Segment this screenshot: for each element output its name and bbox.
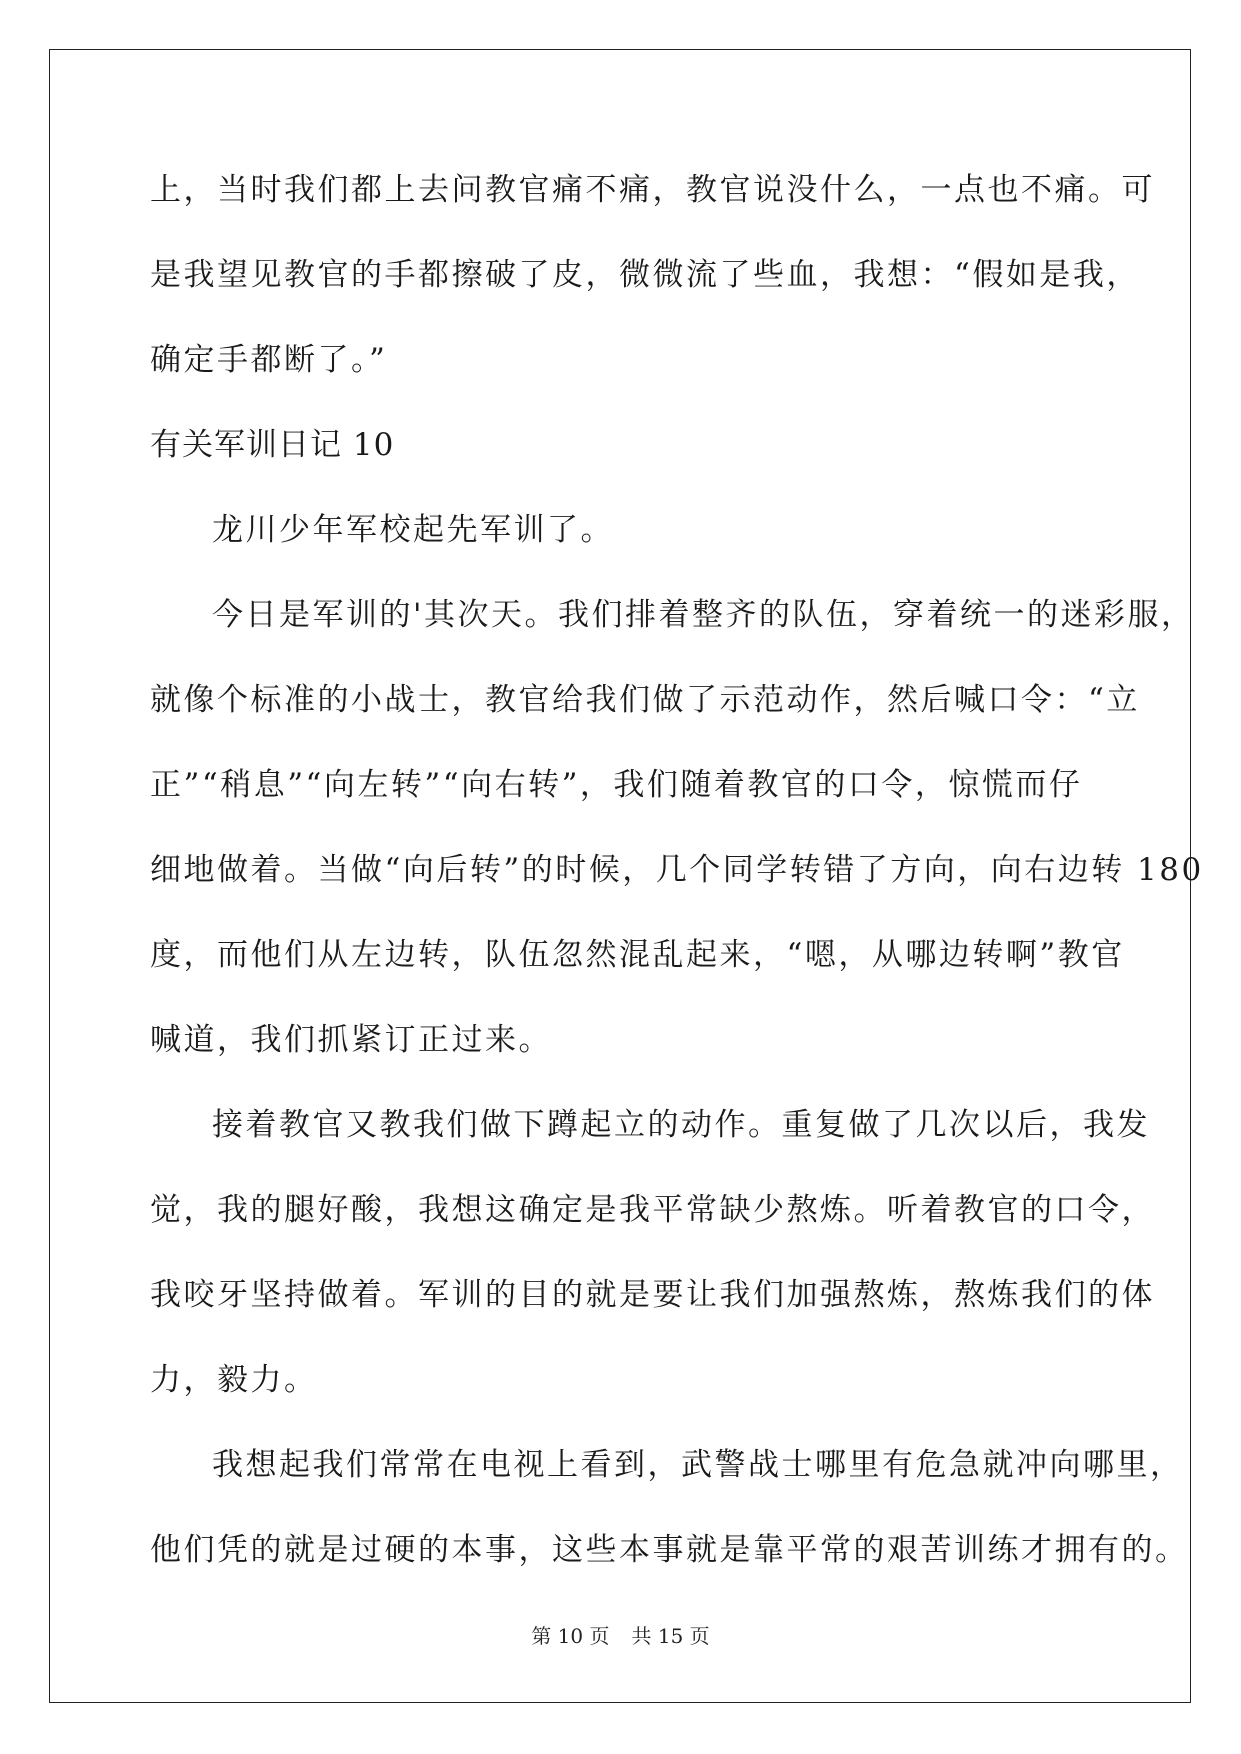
text-line: 上，当时我们都上去问教官痛不痛，教官说没什么，一点也不痛。可 bbox=[150, 172, 1155, 208]
page-number-total: 共 15 页 bbox=[631, 1624, 710, 1648]
section-heading: 有关军训日记 10 bbox=[150, 427, 395, 463]
text-line: 度，而他们从左边转，队伍忽然混乱起来，“嗯，从哪边转啊”教官 bbox=[150, 937, 1125, 973]
page-number-current: 第 10 页 bbox=[531, 1624, 610, 1648]
document-body bbox=[150, 148, 1204, 1593]
page-footer bbox=[0, 1620, 1241, 1649]
text-line: 细地做着。当做“向后转”的时候，几个同学转错了方向，向右边转 180 bbox=[150, 852, 1204, 888]
text-line: 我咬牙坚持做着。军训的目的就是要让我们加强熬炼，熬炼我们的体 bbox=[150, 1277, 1155, 1313]
paragraph-first-line: 龙川少年军校起先军训了。 bbox=[212, 512, 614, 548]
text-line: 就像个标准的小战士，教官给我们做了示范动作，然后喊口令：“立 bbox=[150, 682, 1140, 718]
text-line: 力，毅力。 bbox=[150, 1362, 318, 1398]
text-line: 确定手都断了。” bbox=[150, 342, 388, 378]
text-line: 是我望见教官的手都擦破了皮，微微流了些血，我想：“假如是我， bbox=[150, 257, 1140, 293]
paragraph-first-line: 我想起我们常常在电视上看到，武警战士哪里有危急就冲向哪里， bbox=[212, 1447, 1184, 1483]
paragraph-first-line: 今日是军训的'其次天。我们排着整齐的队伍，穿着统一的迷彩服， bbox=[212, 597, 1195, 633]
paragraph-first-line: 接着教官又教我们做下蹲起立的动作。重复做了几次以后，我发 bbox=[212, 1107, 1150, 1143]
text-line: 觉，我的腿好酸，我想这确定是我平常缺少熬炼。听着教官的口令， bbox=[150, 1192, 1155, 1228]
text-line: 喊道，我们抓紧订正过来。 bbox=[150, 1022, 552, 1058]
text-line: 他们凭的就是过硬的本事，这些本事就是靠平常的艰苦训练才拥有的。 bbox=[150, 1532, 1189, 1568]
text-line: 正”“稍息”“向左转”“向右转”，我们随着教官的口令，惊慌而仔 bbox=[150, 767, 1083, 803]
